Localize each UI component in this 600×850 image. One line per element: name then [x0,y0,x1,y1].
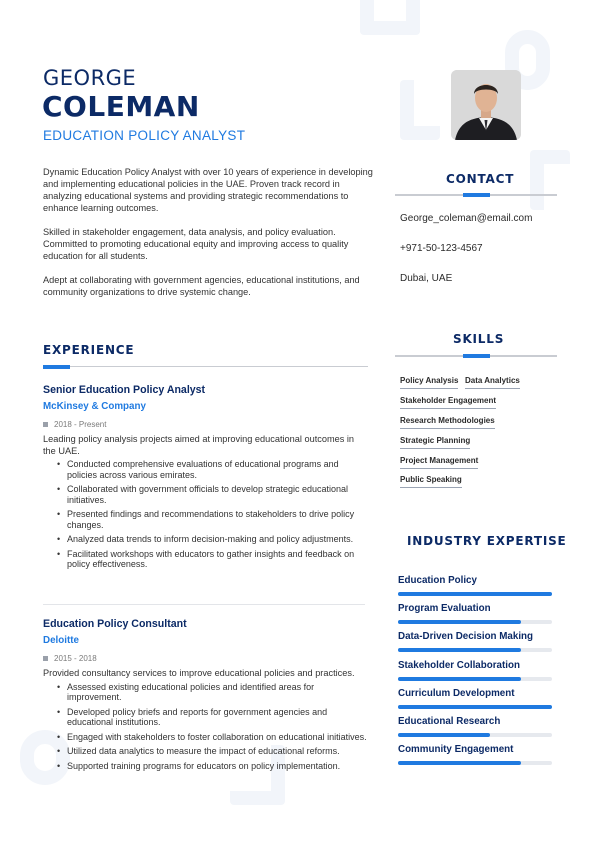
job-bullet: • Analyzed data trends to inform decision-making and policy adjustments. [57,534,368,545]
skill-tag: Public Speaking [400,475,462,488]
job-bullet: • Collaborated with government officials to develop strategic educational initiatives. [57,484,368,505]
skill-tag: Strategic Planning [400,436,470,449]
summary-paragraph: Dynamic Education Policy Analyst with over 10 years of experience in developing and implementing educational policies in the UAE. Proven track record in analyzing educational systems and providing strategic recommendations to enhance learning outcomes. [43,167,373,213]
job-bullet: • Facilitated workshops with educators to gather insights and feedback on policy effectiveness. [57,549,368,570]
expertise-level-fill [398,620,521,624]
job-bullets [57,459,368,570]
expertise-level-fill [398,705,552,709]
job-dates-text: 2015 - 2018 [54,654,97,663]
expertise-label: Program Evaluation [398,603,491,614]
job-bullet: • Supported training programs for educators on policy implementation. [57,761,368,772]
expertise-level-bar [398,648,552,652]
decorative-shape [400,80,440,140]
job-description: Provided consultancy services to improve educational policies and practices. [43,668,355,678]
profile-photo [451,70,521,140]
job-bullet: • Presented findings and recommendations to stakeholders to drive policy changes. [57,509,368,530]
job-bullets [57,682,368,772]
expertise-level-bar [398,677,552,681]
expertise-level-bar [398,761,552,765]
date-marker-icon [43,422,48,427]
contact-phone: +971-50-123-4567 [400,243,483,254]
decorative-shape [360,0,420,35]
skills-rule [395,355,557,357]
contact-heading: CONTACT [446,172,515,186]
last-name: COLEMAN [42,90,200,123]
job-company: Deloitte [43,635,79,646]
skills-heading: SKILLS [453,332,505,346]
experience-rule [43,366,368,367]
skill-tag: Stakeholder Engagement [400,396,496,409]
job-role: Senior Education Policy Analyst [43,384,206,396]
job-bullet: • Assessed existing educational policies and identified areas for improvement. [57,682,368,703]
expertise-level-fill [398,648,521,652]
job-bullet: • Conducted comprehensive evaluations of educational programs and policies across various emirates. [57,459,368,480]
job-description: Leading policy analysis projects aimed at improving educational outcomes in the UAE. [43,434,355,456]
decorative-shape [530,150,570,210]
job-dates-text: 2018 - Present [54,420,107,429]
summary [43,166,373,310]
summary-paragraph: Adept at collaborating with government agencies, educational institutions, and community organizations to drive systemic change. [43,275,360,297]
expertise-label: Stakeholder Collaboration [398,660,520,671]
expertise-label: Data-Driven Decision Making [398,631,534,642]
first-name: GEORGE [43,66,137,90]
expertise-label: Educational Research [398,716,501,727]
skill-tag: Policy Analysis [400,376,458,389]
expertise-level-bar [398,592,552,596]
job-dates [43,654,368,663]
job-entry [43,618,368,775]
expertise-label: Education Policy [398,575,477,586]
expertise-heading: INDUSTRY EXPERTISE [407,534,567,548]
expertise-level-fill [398,677,521,681]
job-divider [43,604,365,605]
contact-location: Dubai, UAE [400,273,453,284]
job-title: EDUCATION POLICY ANALYST [43,128,246,143]
job-company: McKinsey & Company [43,401,146,412]
date-marker-icon [43,656,48,661]
expertise-level-bar [398,733,552,737]
portrait-image [451,70,521,140]
expertise-level-fill [398,761,521,765]
job-role: Education Policy Consultant [43,618,187,630]
job-dates [43,420,368,429]
job-bullet: • Utilized data analytics to measure the impact of educational reforms. [57,746,368,757]
contact-rule [395,194,557,196]
expertise-label: Curriculum Development [398,688,515,699]
expertise-label: Community Engagement [398,744,514,755]
experience-heading: EXPERIENCE [43,343,135,357]
expertise-level-bar [398,620,552,624]
skill-tag: Data Analytics [465,376,520,389]
job-bullet: • Engaged with stakeholders to foster collaboration on educational initiatives. [57,732,368,743]
skill-tag: Research Methodologies [400,416,495,429]
expertise-level-bar [398,705,552,709]
contact-email: George_coleman@email.com [400,213,533,224]
expertise-level-fill [398,592,552,596]
job-entry [43,384,368,574]
job-bullet: • Developed policy briefs and reports for government agencies and educational institutions. [57,707,368,728]
summary-paragraph: Skilled in stakeholder engagement, data analysis, and policy evaluation. Committed to promoting educational equity and improving access to quality education for all students. [43,227,349,261]
expertise-level-fill [398,733,490,737]
skill-tag: Project Management [400,456,478,469]
